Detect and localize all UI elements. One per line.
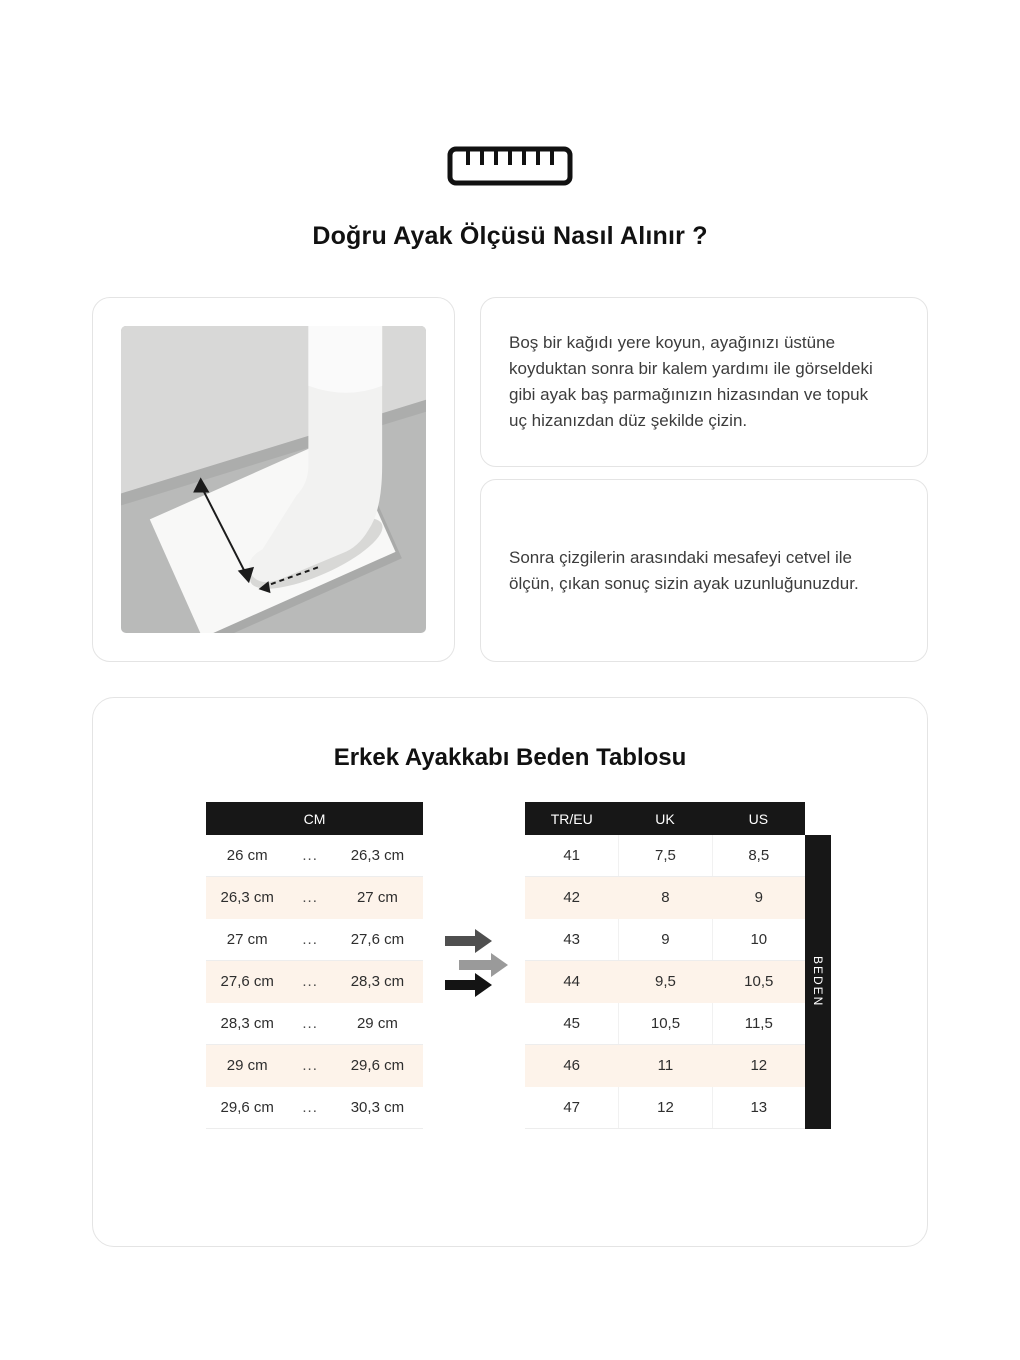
- size-uk: 12: [618, 1087, 711, 1128]
- size-tr-eu: 46: [563, 1057, 580, 1074]
- cm-range-from: 26 cm: [226, 847, 268, 864]
- foot-measurement-photo-card: [92, 297, 455, 662]
- cm-range-to: 27 cm: [356, 889, 398, 906]
- sizes-table-body: [525, 835, 805, 1129]
- instruction-step-2: [480, 479, 928, 662]
- instruction-step-2-text: Sonra çizgilerin arasındaki mesafeyi cetvel ile ölçün, çıkan sonuç sizin ayak uzunluğunuzdur.: [509, 547, 859, 593]
- cm-range-to: 28,3 cm: [350, 973, 405, 990]
- foot-measurement-photo: [121, 326, 426, 633]
- cm-table-row: [206, 919, 423, 961]
- size-header-label: US: [748, 810, 769, 827]
- size-tr-eu: 47: [563, 1099, 580, 1116]
- cm-table-row: [206, 1045, 423, 1087]
- instruction-step-1: [480, 297, 928, 467]
- range-separator: ...: [302, 847, 318, 864]
- sizes-table: [525, 802, 805, 1129]
- size-us: 11,5: [712, 1003, 805, 1044]
- cm-table-row: [206, 1087, 423, 1129]
- cm-table-body: [206, 835, 423, 1129]
- cm-header-label: CM: [303, 810, 326, 827]
- size-us: 10: [712, 919, 805, 960]
- range-separator: ...: [302, 1015, 318, 1032]
- conversion-arrows: [445, 926, 511, 1005]
- range-separator: ...: [302, 973, 318, 990]
- size-tr-eu: 44: [563, 973, 580, 990]
- size-us: 8,5: [712, 835, 805, 876]
- size-tr-eu: 41: [563, 847, 580, 864]
- sizes-table-row: [525, 1003, 805, 1045]
- cm-table-header: [206, 802, 423, 835]
- size-tr-eu: 43: [563, 931, 580, 948]
- sizes-table-row: [525, 1045, 805, 1087]
- beden-label-text: BEDEN: [811, 956, 825, 1008]
- size-header-label: UK: [655, 810, 675, 827]
- cm-range-from: 26,3 cm: [220, 889, 274, 906]
- sizes-table-wrap: [525, 802, 825, 1129]
- cm-range-from: 29,6 cm: [220, 1099, 274, 1116]
- size-tr-eu: 42: [563, 889, 580, 906]
- range-separator: ...: [302, 1057, 318, 1074]
- size-us: 13: [712, 1087, 805, 1128]
- cm-range-from: 28,3 cm: [220, 1015, 274, 1032]
- size-tables-row: [93, 802, 927, 1129]
- instruction-column: [480, 297, 928, 662]
- size-uk: 10,5: [618, 1003, 711, 1044]
- size-us: 9: [754, 889, 763, 906]
- ruler-icon: [447, 146, 573, 186]
- sizes-table-row: [525, 961, 805, 1003]
- cm-table-row: [206, 835, 423, 877]
- sizes-table-row: [525, 835, 805, 877]
- sizes-table-row: [525, 1087, 805, 1129]
- sizes-table-row: [525, 877, 805, 919]
- cm-range-from: 29 cm: [226, 1057, 268, 1074]
- range-separator: ...: [302, 931, 318, 948]
- size-header-label: TR/EU: [550, 810, 593, 827]
- cm-range-to: 27,6 cm: [350, 931, 405, 948]
- range-separator: ...: [302, 889, 318, 906]
- size-us: 12: [750, 1057, 768, 1074]
- size-uk: 11: [657, 1057, 674, 1074]
- instruction-step-1-text: Boş bir kağıdı yere koyun, ayağınızı üstüne koyduktan sonra bir kalem yardımı ile görseldeki gibi ayak baş parmağınızın hizasından ve topuk uç hizanızdan düz şekilde çizin.: [509, 333, 873, 430]
- cm-range-from: 27 cm: [226, 931, 268, 948]
- arrows-right-icon: [445, 926, 511, 1000]
- page-title: Doğru Ayak Ölçüsü Nasıl Alınır ?: [312, 222, 708, 250]
- sizes-table-header: [525, 802, 805, 835]
- ruler-icon-wrap: [0, 0, 1020, 186]
- sizes-table-row: [525, 919, 805, 961]
- size-table-title: Erkek Ayakkabı Beden Tablosu: [333, 744, 687, 771]
- range-separator: ...: [302, 1099, 318, 1116]
- cm-range-to: 29 cm: [356, 1015, 398, 1032]
- size-uk: 8: [661, 889, 670, 906]
- size-table-card: [92, 697, 928, 1247]
- cm-table-row: [206, 961, 423, 1003]
- cm-range-to: 26,3 cm: [350, 847, 405, 864]
- cm-range-from: 27,6 cm: [220, 973, 274, 990]
- cm-range-to: 30,3 cm: [350, 1099, 405, 1116]
- cm-range-to: 29,6 cm: [350, 1057, 405, 1074]
- instructions-section: [92, 297, 928, 662]
- size-us: 10,5: [744, 973, 774, 990]
- beden-vertical-label: [805, 835, 831, 1129]
- size-tr-eu: 45: [563, 1015, 580, 1032]
- size-uk: 9,5: [655, 973, 676, 990]
- cm-table: [206, 802, 423, 1129]
- size-uk: 9: [618, 919, 711, 960]
- cm-table-row: [206, 1003, 423, 1045]
- size-uk: 7,5: [618, 835, 711, 876]
- cm-table-row: [206, 877, 423, 919]
